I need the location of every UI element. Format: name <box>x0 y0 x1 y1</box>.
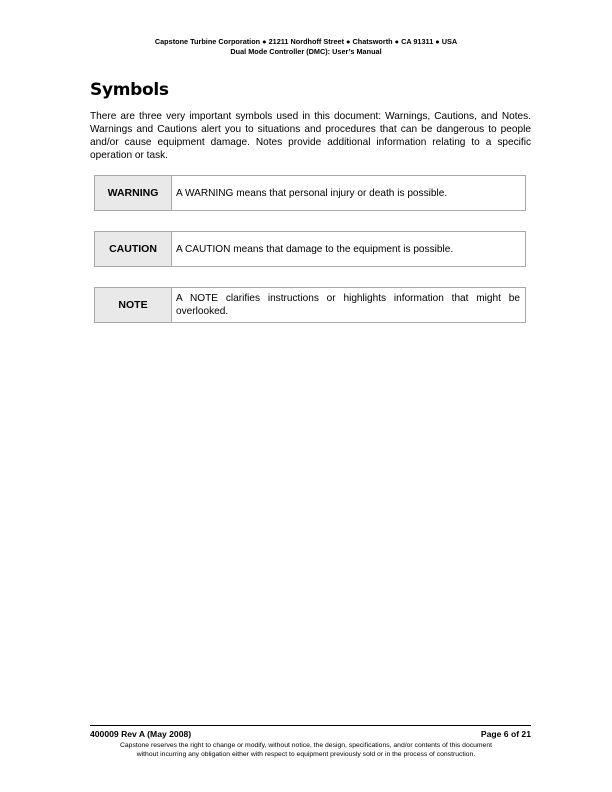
note-description <box>172 288 525 322</box>
header-manual-title: Dual Mode Controller (DMC): User’s Manual <box>230 46 382 56</box>
caution-label: CAUTION <box>95 232 172 266</box>
caution-description <box>172 232 525 266</box>
footer-divider <box>90 725 531 726</box>
warning-description <box>172 176 525 210</box>
footer-disclaimer-line1: Capstone reserves the right to change or modify, without notice, the design, specifications, and/or contents of this document <box>119 742 493 749</box>
intro-paragraph: There are three very important symbols used in this document: Warnings, Cautions, and Notes. Warnings and Cautions alert you to situations and procedures that can be dangerous to people and/or cause equipment damage. Notes provide additional information relating to a specific operation or task. <box>90 111 531 162</box>
page-header <box>0 37 612 56</box>
footer-disclaimer-line2: without incurring any obligation either with respect to equipment previously sold or in the process of construction. <box>136 750 476 758</box>
warning-box <box>94 175 526 211</box>
section-title: Symbols <box>90 80 169 100</box>
header-company-line: Capstone Turbine Corporation ● 21211 Nordhoff Street ● Chatsworth ● CA 91311 ● USA <box>154 37 458 46</box>
footer-page-number: Page 6 of 21 <box>480 729 531 739</box>
note-description-text: A NOTE clarifies instructions or highlights information that might be overlooked. <box>176 293 520 317</box>
note-label: NOTE <box>95 288 172 322</box>
footer-disclaimer <box>0 742 612 759</box>
caution-box <box>94 231 526 267</box>
footer-document-id: 400009 Rev A (May 2008) <box>90 729 192 739</box>
warning-label: WARNING <box>95 176 172 210</box>
caution-description-text: A CAUTION means that damage to the equipment is possible. <box>176 243 454 255</box>
warning-description-text: A WARNING means that personal injury or death is possible. <box>176 187 448 199</box>
note-box <box>94 287 526 323</box>
